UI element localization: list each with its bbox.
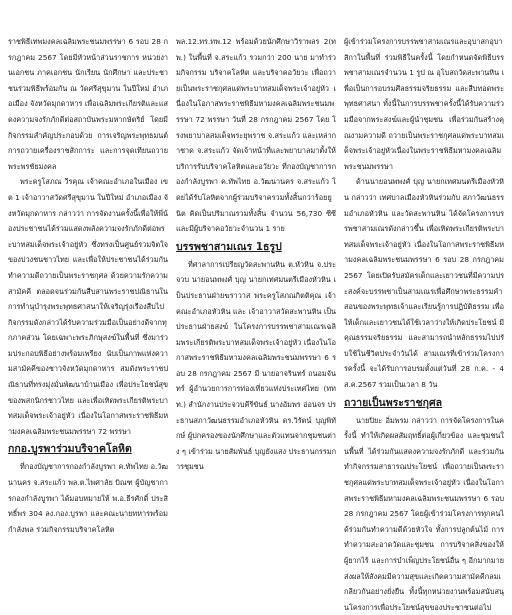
column-3 — [344, 34, 504, 615]
paragraph: ที่ศาลาการเปรียญวัดสะพานหิน ต.หัวหิน จ.ประจวบ นายอนพพงศ์ บุญ นายกเทศมนตรีเมืองหัวหิน เป็นประธานฝ่ายฆราวาส พระครูโสภณกิตติคุณ เจ้าคณะอำเภอหัวหิน และ เจ้าอาวาสวัดสะพานหิน เป็นประธานฝ่ายสงฆ์ ในโครงการบรรพชาสามเณรเฉลิมพระเกียรติพระบาทสมเด็จพระเจ้าอยู่หัว เนื่องในโอกาสพระราชพิธีมหามงคลเฉลิมพระชนมพรรษา 6 รอบ 28 กรกฎาคม 2567 มี นายอาจรินทร์ ถนอมจันทร์ ผู้อำนวยการการท่องเที่ยวแห่งประเทศไทย (ททท.) สำนักงานประจวบคีรีขันธ์ นางอัมพร อ่อนจร ประธานสภาวัฒนธรรมอำเภอหัวหิน ดร.วิรัตน์ บุญพิทักษ์ ผู้ปกครองของนักศึกษาและตัวแทนจากชุมชนต่าง ๆ เข้าร่วม นายสัมพันธ์ บุญยังแสง ประธานกรรมการชุมชน — [176, 259, 336, 472]
paragraph: ด้านนายอนพพงศ์ บุญ นายกเทศมนตรีเมืองหัวหิน กล่าวว่า เทศบาลเมืองหัวหินร่วมกับ สภาวัฒนธรรมอำเภอหัวหิน และวัดสะพานหิน ได้จัดโครงการบรรพชาสามเณรดังกล่าวขึ้น เพื่อเทิดพระเกียรติพระบาทสมเด็จพระเจ้าอยู่หัว เนื่องในโอกาสพระราชพิธีมหามงคลเฉลิมพระชนมพรรษา 6 รอบ 28 กรกฎาคม 2567 โดยเปิดรับสมัครเด็กและเยาวชนที่มีความประสงค์จะบรรพชาเป็นสามเณรเพื่อศึกษาพระธรรมคำสอนของพระพุทธเจ้าและเรียนรู้การปฏิบัติธรรม เพื่อให้เด็กและเยาวชนได้ใช้เวลาว่างให้เกิดประโยชน์ มีคุณธรรมจริยธรรม และสามารถนำหลักธรรมไปปรับใช้ในชีวิตประจำวันได้ สามเณรที่เข้าร่วมโครงการครั้งนี้ จะได้รับการอบรมตั้งแต่วันที่ 28 ก.ค. - 4 ส.ค.2567 รวมเป็นเวลา 8 วัน — [344, 177, 504, 390]
section-heading: บรรพชาสามเณร 1ธรูป — [176, 240, 282, 253]
paragraph: ที่กองบัญชาการกองกำลังบูรพา ค.ทัพไทย อ.วัฒนานคร จ.สระแก้ว พล.ต.ไพศาลัย บิณฑ ผู้บัญชาการกองกำลังบูรพา ได้มอบหมายให้ พ.อ.ธีรศักดิ์ ประสิทธิ์พร 304 ลง.กอง.บูรพา และคณะนายทหารพร้อมกำลังพล ร่วมกิจกรรมบริจาคโลหิต — [8, 462, 168, 534]
paragraph: นายปิยะ อิ่มพรม กล่าวว่า การจัดโครงการในครั้งนี้ ทำให้เกิดผลสัมฤทธิ์ต่อผู้เกี่ยวข้อง และชุมชนในพื้นที่ ได้ร่วมกันแสดงความจงรักภักดี และร่วมกันทำกิจกรรมสาธารณประโยชน์ เพื่อถวายเป็นพระราชกุศลแด่พระบาทสมเด็จพระเจ้าอยู่หัว เนื่องในโอกาสพระราชพิธีมหามงคลเฉลิมพระชนมพรรษา 6 รอบ 28 กรกฎาคม 2567 โดยผู้เข้าร่วมโครงการทุกคนได้ร่วมกันทำความดีด้วยหัวใจ ทั้งการปลูกต้นไม้ การทำความสะอาดวัดและชุมชน การบริจาคสิ่งของให้ผู้ยากไร้ และการบำเพ็ญประโยชน์อื่น ๆ อีกมากมาย ส่งผลให้สังคมมีความสุขและเกิดความสามัคคีกลมเกลียวกันอย่างยั่งยืน ทั้งนี้ทุกหน่วยงานพร้อมสนับสนุนโครงการเพื่อประโยชน์สุขของประชาชนต่อไป — [344, 415, 504, 612]
column-1 — [8, 34, 168, 537]
paragraph: ผู้เข้าร่วมโครงการบรรพชาสามเณรและอุบาสกอุบาสิกาในพื้นที่ ร่วมพิธีในครั้งนี้ โดยกำหนดจัดพิธีบรรพชาสามเณรจำนวน 1 รูป ณ อุโบสถวัดสะพานหิน เพื่อเป็นการอบรมศีลธรรมจริยธรรม และสืบทอดพระพุทธศาสนา ทั้งนี้ในการบรรพชาครั้งนี้ได้รับความร่วมมือจากพระสงฆ์และผู้นำชุมชน เพื่อร่วมกันสร้างคุณงามความดี ถวายเป็นพระราชกุศลแด่พระบาทสมเด็จพระเจ้าอยู่หัวเนื่องในพระราชพิธีมหามงคลเฉลิมพระชนมพรรษา — [344, 37, 504, 171]
column-2 — [176, 34, 336, 475]
paragraph: พระครูโสภณ วีรคุณ เจ้าคณะอำเภอในเมือง เขต 1 เจ้าอาวาสวัดศรีสุขุมาน ในปีใหม่ อำเภอเมือง จังหวัดมุกดาหาร กล่าวว่า การจัดงานครั้งนี้เพื่อให้พี่น้องประชาชนได้ร่วมแสดงพลังความจงรักภักดีต่อพระบาทสมเด็จพระเจ้าอยู่หัว ซึ่งทรงเป็นศูนย์รวมจิตใจของปวงชนชาวไทย และเพื่อให้ประชาชนได้ร่วมกันทำความดีถวายเป็นพระราชกุศล ด้วยความรักความสามัคคี ตลอดจนร่วมกันสืบสานพระราชปณิธานในการทำนุบำรุงพระพุทธศาสนาให้เจริญรุ่งเรืองสืบไป กิจกรรมดังกล่าวได้รับความร่วมมือเป็นอย่างดีจากทุกภาคส่วน โดยเฉพาะพระภิกษุสงฆ์ในพื้นที่ ซึ่งมาร่วมประกอบพิธีอย่างพร้อมเพรียง นับเป็นภาพแห่งความสามัคคีของชาวจังหวัดมุกดาหาร สมดังพระราชปณิธานที่ทรงมุ่งมั่นพัฒนาบ้านเมือง เพื่อประโยชน์สุขของพสกนิกรชาวไทย และเพื่อเทิดพระเกียรติพระบาทสมเด็จพระเจ้าอยู่หัว เนื่องในโอกาสพระราชพิธีมหามงคลเฉลิมพระชนมพรรษา 72 พรรษา — [8, 177, 168, 436]
section-heading: กกอ.บูรพาร่วมบริจาคโลหิต — [8, 443, 132, 456]
section-heading: ถวายเป็นพระราชกุศล — [344, 396, 443, 409]
paragraph: พล.12.ทร.ทพ.12 พร้อมด้วยนักศึกษาวิราพลร 2(ทพ.) ในพื้นที่ จ.สระแก้ว รวมกว่า 200 นาย มาทำร่วมกิจกรรม บริจาคโลหิต และบริจาคอวัยวะ เพื่อถวายเป็นพระราชกุศลแด่พระบาทสมเด็จพระเจ้าอยู่หัว เนื่องในโอกาสพระราชพิธีมหามงคลเฉลิมพระชนมพรรษา 72 พรรษา วันที่ 28 กรกฎาคม 2567 โดย โรงพยาบาลสมเด็จพระยุพราช จ.สระแก้ว และเหล่ากาชาด จ.สระแก้ว จัดเจ้าหน้าที่และพยาบาลมาตั้งให้บริการรับบริจาคโลหิตและอวัยวะ ที่กองบัญชาการกองกำลังบูรพา ค.ทัพไทย อ.วัฒนานคร จ.สระแก้ว โดยได้รับโลหิตจากผู้ร่วมบริจาครวมทั้งสิ้นกว่าร้อยยูนิต คิดเป็นปริมาณรวมทั้งสิ้น จำนวน 56,730 ซีซี และมีผู้บริจาคอวัยวะจำนวน 1 ราย — [176, 37, 336, 234]
paragraph: ราชพิธีเทพมงคลเฉลิมพระชนมพรรษา 6 รอบ 28 กรกฎาคม 2567 โดยมีหัวหน้าส่วนราชการ หน่วยงานเอกชน ภาคเอกชน นักเรียน นักศึกษา และประชาชนร่วมพิธีพร้อมกัน ณ วัดศรีสุขุมาน ในปีใหม่ อำเภอเมือง จังหวัดมุกดาหาร เพื่อเฉลิมพระเกียรติและแสดงความจงรักภักดีต่อสถาบันพระมหากษัตริย์ โดยมีกิจกรรมสำคัญประกอบด้วย การเจริญพระพุทธมนต์ การถวายเครื่องราชสักการะ และการจุดเทียนถวายพระพรชัยมงคล — [8, 37, 168, 171]
